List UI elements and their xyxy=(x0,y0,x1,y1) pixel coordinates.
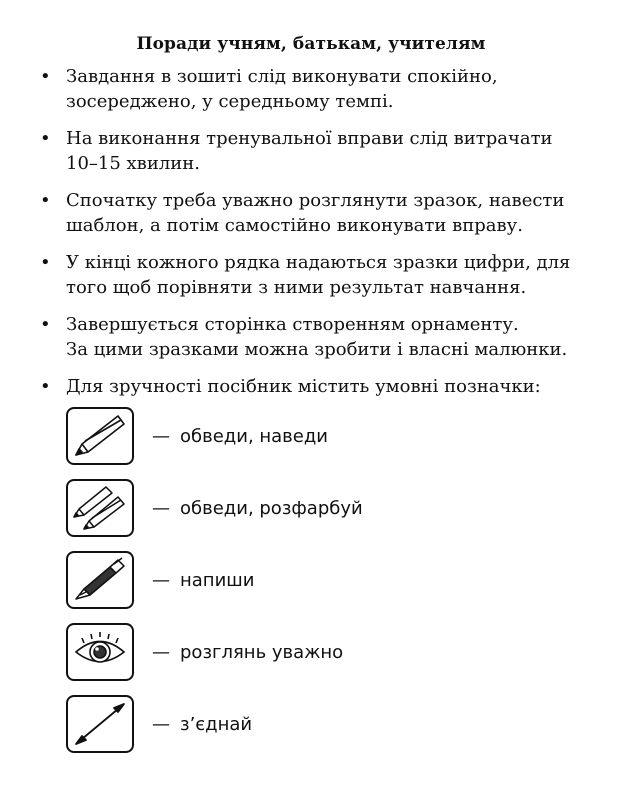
legend-label xyxy=(152,570,254,591)
legend-text: з’єднай xyxy=(180,713,253,735)
tip-line: зосереджено, у середньому темпі. xyxy=(66,91,394,112)
legend-label xyxy=(152,426,328,447)
tip-line: шаблон, а потім самостійно виконувати вправу. xyxy=(66,215,523,236)
bullet: • xyxy=(40,376,51,397)
legend-item-write xyxy=(66,550,363,610)
tips-list xyxy=(40,64,610,411)
bullet: • xyxy=(40,190,51,211)
tip-text xyxy=(66,312,610,362)
legend-text: обведи, наведи xyxy=(180,425,329,447)
tip-line: 10–15 хвилин. xyxy=(66,153,200,174)
tip-item xyxy=(40,250,610,300)
tip-line: Для зручності посібник містить умовні позначки: xyxy=(66,376,541,397)
pencil-icon xyxy=(66,407,134,465)
arrow-icon xyxy=(66,695,134,753)
tip-item xyxy=(40,64,610,114)
tip-text xyxy=(66,374,610,399)
legend-item-trace xyxy=(66,406,363,466)
tip-text xyxy=(66,126,610,176)
legend-item-connect xyxy=(66,694,363,754)
legend-label xyxy=(152,498,363,519)
tip-line: За цими зразками можна зробити і власні малюнки. xyxy=(66,339,568,360)
dash: — xyxy=(152,569,170,591)
bullet: • xyxy=(40,128,51,149)
tip-text xyxy=(66,188,610,238)
tip-line: того щоб порівняти з ними результат навчання. xyxy=(66,277,527,298)
pen-icon xyxy=(66,551,134,609)
legend xyxy=(66,406,363,766)
legend-label xyxy=(152,714,252,735)
tip-text xyxy=(66,64,610,114)
dash: — xyxy=(152,641,170,663)
legend-label xyxy=(152,642,343,663)
tip-item xyxy=(40,188,610,238)
tip-item xyxy=(40,374,610,399)
tip-line: У кінці кожного рядка надаються зразки цифри, для xyxy=(66,252,571,273)
legend-item-color xyxy=(66,478,363,538)
dash: — xyxy=(152,425,170,447)
tip-text xyxy=(66,250,610,300)
legend-item-look xyxy=(66,622,363,682)
legend-text: напиши xyxy=(180,569,255,591)
legend-text: розглянь уважно xyxy=(180,641,344,663)
tip-line: На виконання тренувальної вправи слід витрачати xyxy=(66,128,553,149)
eye-icon xyxy=(66,623,134,681)
legend-text: обведи, розфарбуй xyxy=(180,497,363,519)
bullet: • xyxy=(40,66,51,87)
bullet: • xyxy=(40,314,51,335)
tip-item xyxy=(40,126,610,176)
page-title: Поради учням, батькам, учителям xyxy=(136,34,486,54)
dash: — xyxy=(152,713,170,735)
tip-item xyxy=(40,312,610,362)
bullet: • xyxy=(40,252,51,273)
tip-line: Завдання в зошиті слід виконувати спокійно, xyxy=(66,66,498,87)
tip-line: Завершується сторінка створенням орнаменту. xyxy=(66,314,519,335)
two-pencils-icon xyxy=(66,479,134,537)
dash: — xyxy=(152,497,170,519)
tip-line: Спочатку треба уважно розглянути зразок, навести xyxy=(66,190,565,211)
